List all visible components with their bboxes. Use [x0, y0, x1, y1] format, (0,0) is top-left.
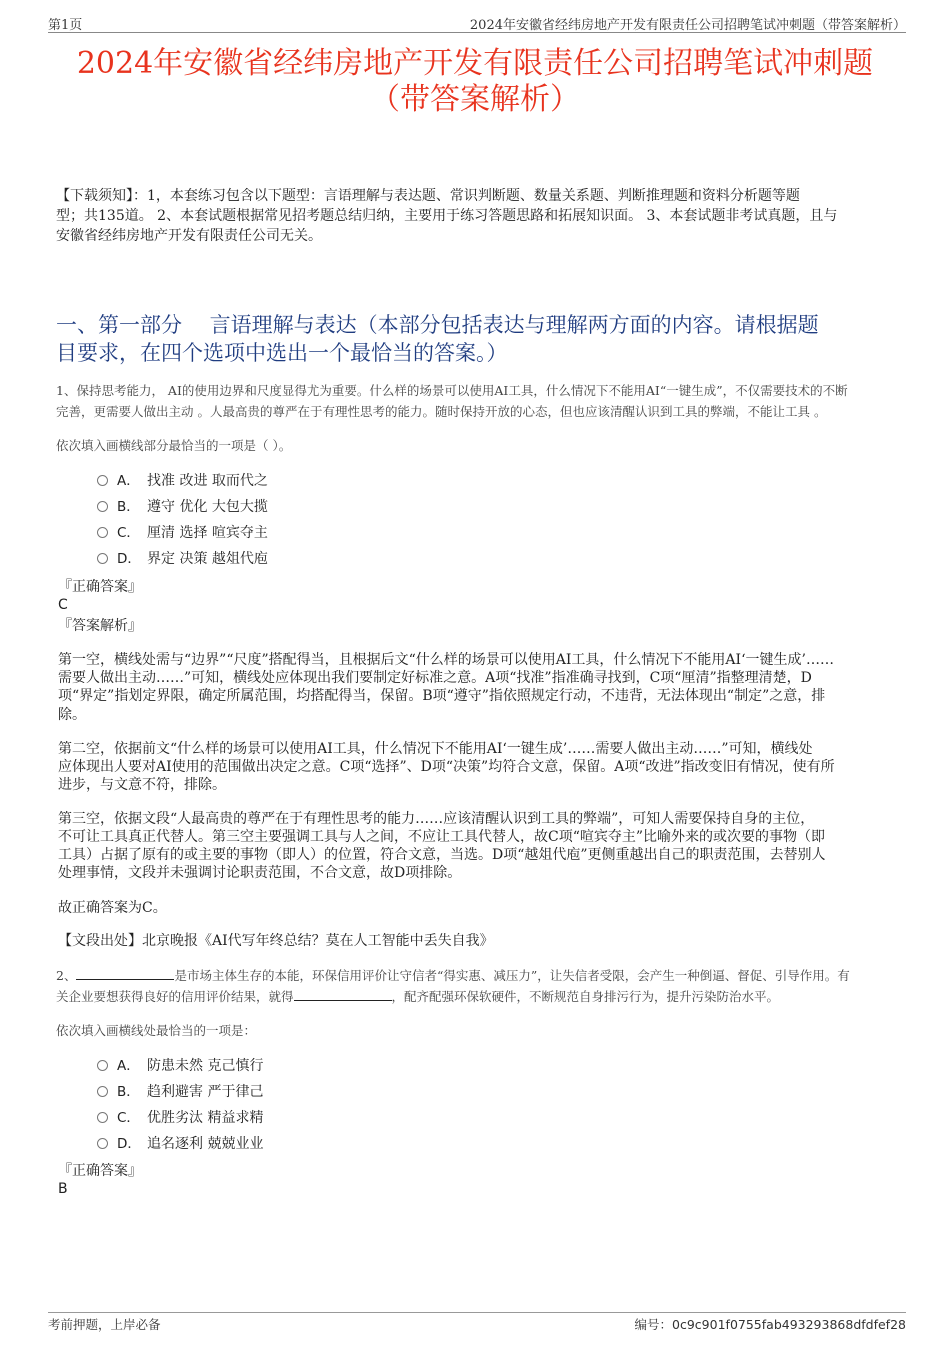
- analysis-text: 第三空，依据文段“人最高贵的尊严在于有理性思考的能力……应该清醒认识到工具的弊端”，可知人需要保持自身的主位，: [58, 811, 815, 827]
- footer-slogan: 考前押题，上岸必备: [48, 1317, 161, 1332]
- footer-divider: [48, 1312, 906, 1313]
- analysis-text: 工具）占据了原有的或主要的事物（即人）的位置，符合文意，当选。D项“越俎代庖”更侧重越出自己的职责范围，去替别人: [58, 847, 826, 863]
- section-heading: 目要求，在四个选项中选出一个最恰当的答案。）: [56, 341, 508, 365]
- question-stem: 1、保持思考能力， AI的使用边界和尺度显得尤为重要。什么样的场景可以使用AI工具，什么情况下不能用AI“一键生成”，不仅需要技术的不断: [56, 383, 848, 398]
- question-prompt: 依次填入画横线处最恰当的一项是：: [56, 1023, 257, 1038]
- analysis-text: 除。: [58, 707, 86, 723]
- notice-line: 【下载须知】：1，本套练习包含以下题型：言语理解与表达题、常识判断题、数量关系题、判断推理题和资料分析题等题: [56, 188, 800, 204]
- option-b[interactable]: B． 遵守 优化 大包大揽: [97, 498, 268, 516]
- option-a[interactable]: A． 防患未然 克己慎行: [97, 1057, 263, 1075]
- answer-value: C: [58, 597, 68, 613]
- analysis-text: 第一空，横线处需与“边界”“尺度”搭配得当，且根据后文“什么样的场景可以使用AI工具，什么情况下不能用AI‘一键生成’……: [58, 652, 834, 668]
- fill-blank: [294, 988, 392, 1001]
- analysis-text: 需要人做出主动……”可知，横线处应体现出我们要制定好标准之意。A项“找准”指准确寻找到，C项“厘清”指整理清楚，D: [58, 670, 812, 686]
- analysis-text: 进步，与文意不符，排除。: [58, 777, 226, 793]
- radio-button[interactable]: [97, 1112, 108, 1123]
- option-d[interactable]: D． 界定 决策 越俎代庖: [97, 550, 268, 568]
- header-divider: [48, 32, 906, 33]
- answer-label: 『正确答案』: [58, 579, 142, 595]
- page-title: 2024年安徽省经纬房地产开发有限责任公司招聘笔试冲刺题: [76, 46, 874, 81]
- question-stem: 完善，更需要人做出主动 。人最高贵的尊严在于有理性思考的能力。随时保持开放的心态，但也应该清醒认识到工具的弊端，不能让工具 。: [56, 404, 827, 419]
- page-number: 第1页: [48, 18, 83, 33]
- question-stem: 关企业要想获得良好的信用评价结果，就得 ，配齐配强环保软硬件，不断规范自身排污行为，提升污染防治水平。: [56, 989, 780, 1004]
- section-heading: 一、第一部分 言语理解与表达（本部分包括表达与理解两方面的内容。请根据题: [56, 313, 819, 337]
- question-prompt: 依次填入画横线部分最恰当的一项是（ ）。: [56, 438, 292, 453]
- radio-button[interactable]: [97, 475, 108, 486]
- analysis-text: 不可让工具真正代替人。第三空主要强调工具与人之间，不应让工具代替人，故C项“喧宾夺主”比喻外来的或次要的事物（即: [58, 829, 826, 845]
- conclusion: 故正确答案为C。: [58, 900, 167, 916]
- option-c[interactable]: C． 优胜劣汰 精益求精: [97, 1109, 263, 1127]
- notice-line: 型；共135道。 2、本套试题根据常见招考题总结归纳，主要用于练习答题思路和拓展知识面。 3、本套试题非考试真题，且与: [56, 208, 838, 224]
- option-a[interactable]: A． 找准 改进 取而代之: [97, 472, 268, 490]
- question-stem: 2、 是市场主体生存的本能，环保信用评价让守信者“得实惠、减压力”，让失信者受限，会产生一种倒逼、督促、引导作用。有: [56, 968, 850, 983]
- notice-line: 安徽省经纬房地产开发有限责任公司无关。: [56, 228, 322, 244]
- analysis-text: 应体现出人要对AI使用的范围做出决定之意。C项“选择”、D项“决策”均符合文意，保留。A项“改进”指改变旧有情况，使有所: [58, 759, 835, 775]
- radio-button[interactable]: [97, 501, 108, 512]
- running-header-title: 2024年安徽省经纬房地产开发有限责任公司招聘笔试冲刺题（带答案解析）: [469, 18, 906, 33]
- answer-value: B: [58, 1181, 68, 1197]
- fill-blank: [76, 967, 174, 980]
- option-c[interactable]: C． 厘清 选择 喧宾夺主: [97, 524, 268, 542]
- radio-button[interactable]: [97, 553, 108, 564]
- document-code: 编号：0c9c901f0755fab493293868dfdfef28: [634, 1317, 906, 1332]
- radio-button[interactable]: [97, 1138, 108, 1149]
- source-citation: 【文段出处】北京晚报《AI代写年终总结？莫在人工智能中丢失自我》: [58, 933, 494, 949]
- analysis-text: 项“界定”指划定界限，确定所属范围，均搭配得当，保留。B项“遵守”指依照规定行动，不违背，无法体现出“制定”之意，排: [58, 688, 826, 704]
- answer-label: 『正确答案』: [58, 1163, 142, 1179]
- radio-button[interactable]: [97, 527, 108, 538]
- radio-button[interactable]: [97, 1086, 108, 1097]
- radio-button[interactable]: [97, 1060, 108, 1071]
- analysis-text: 第二空，依据前文“什么样的场景可以使用AI工具，什么情况下不能用AI‘一键生成’……需要人做出主动……”可知，横线处: [58, 741, 813, 757]
- option-b[interactable]: B． 趋利避害 严于律己: [97, 1083, 263, 1101]
- option-d[interactable]: D． 追名逐利 兢兢业业: [97, 1135, 263, 1153]
- analysis-label: 『答案解析』: [58, 618, 142, 634]
- analysis-text: 处理事情，文段并未强调讨论职责范围，不合文意，故D项排除。: [58, 865, 462, 881]
- page-subtitle: （带答案解析）: [370, 82, 580, 117]
